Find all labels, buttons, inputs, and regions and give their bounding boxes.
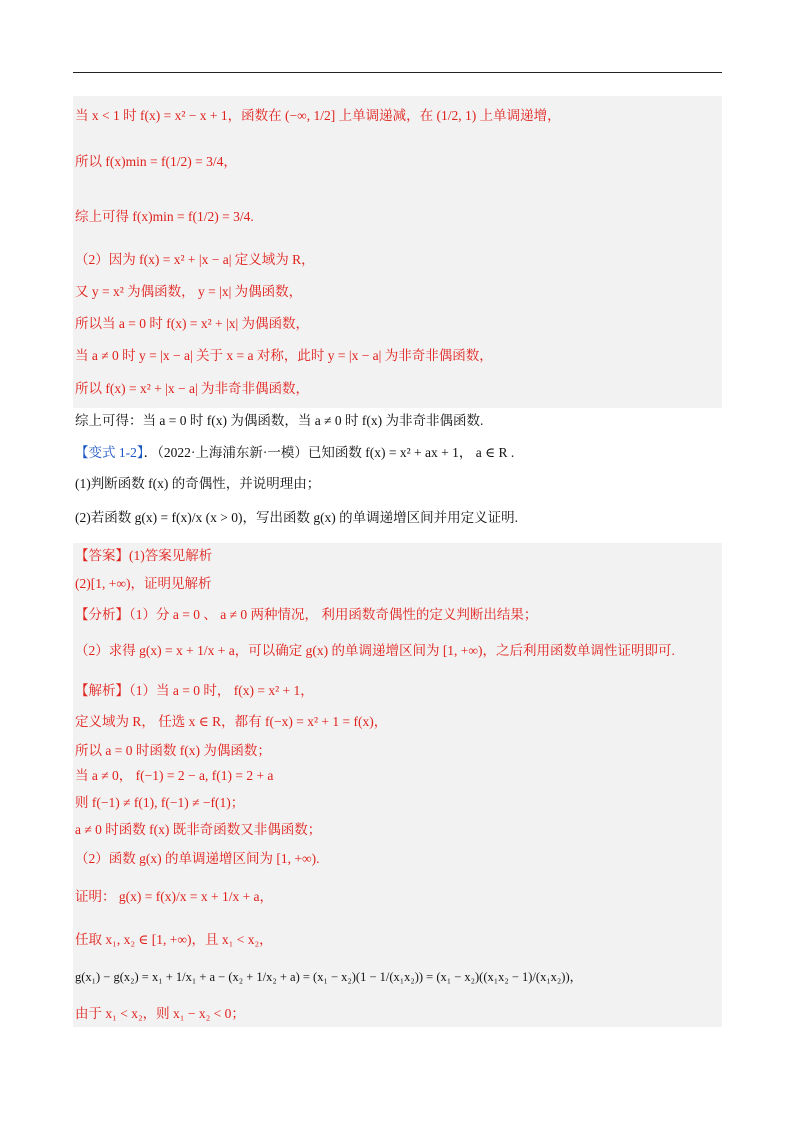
text-line: 又 y = x² 为偶函数， y = |x| 为偶函数， <box>75 284 303 299</box>
text-line: 当 a ≠ 0 时 y = |x − a| 关于 x = a 对称，此时 y = |x − a| 为非奇非偶函数， <box>75 348 493 363</box>
text-line: 当 a ≠ 0， f(−1) = 2 − a, f(1) = 2 + a <box>75 768 274 783</box>
text-line: 所以 f(x)min = f(1/2) = 3/4， <box>75 154 237 169</box>
text-line: (2)若函数 g(x) = f(x)/x (x > 0)，写出函数 g(x) 的单调递增区间并用定义证明. <box>75 510 519 525</box>
text-line: 综上可得：当 a = 0 时 f(x) 为偶函数，当 a ≠ 0 时 f(x) 为非奇非偶函数. <box>75 413 484 428</box>
text-line: g(x₁) − g(x₂) = x₁ + 1/x₁ + a − (x₂ + 1/x₂ + a) = (x₁ − x₂)(1 − 1/(x₁x₂)) = (x₁ − x₂)((x₁x₂ − 1)/(x₁x₂))， <box>75 970 583 984</box>
text-line: 定义域为 R， 任选 x ∈ R，都有 f(−x) = x² + 1 = f(x)， <box>75 714 388 729</box>
text-line: (1)判断函数 f(x) 的奇偶性，并说明理由； <box>75 476 321 491</box>
answer-line: (2)[1, +∞)，证明见解析 <box>75 576 212 591</box>
text-line: （2）因为 f(x) = x² + |x − a| 定义域为 R， <box>75 252 315 267</box>
problem-heading: 【变式 1-2】．（2022·上海浦东新·一模）已知函数 f(x) = x² + ax + 1， a ∈ R . <box>75 445 515 460</box>
solution-line: 【解析】（1）当 a = 0 时， f(x) = x² + 1， <box>75 683 314 698</box>
text-line: （2）函数 g(x) 的单调递增区间为 [1, +∞). <box>75 851 320 866</box>
text-line: （2）求得 g(x) = x + 1/x + a，可以确定 g(x) 的单调递增区间为 [1, +∞)，之后利用函数单调性证明即可. <box>75 643 675 658</box>
variant-tag: 【变式 1-2】 <box>75 445 144 460</box>
text-line: 综上可得 f(x)min = f(1/2) = 3/4. <box>75 209 254 224</box>
text-line: 任取 x₁, x₂ ∈ [1, +∞)，且 x₁ < x₂， <box>75 932 273 947</box>
text-line: 所以当 a = 0 时 f(x) = x² + |x| 为偶函数， <box>75 316 310 331</box>
text-line: 所以 a = 0 时函数 f(x) 为偶函数； <box>75 743 271 758</box>
header-rule <box>73 72 722 73</box>
text-line: 证明： g(x) = f(x)/x = x + 1/x + a， <box>75 889 274 904</box>
text-line: 当 x < 1 时 f(x) = x² − x + 1，函数在 (−∞, 1/2] 上单调递减，在 (1/2, 1) 上单调递增， <box>75 108 561 123</box>
text-line: 由于 x₁ < x₂，则 x₁ − x₂ < 0； <box>75 1006 245 1021</box>
answer-line: 【答案】(1)答案见解析 <box>75 548 213 563</box>
text-line: 所以 f(x) = x² + |x − a| 为非奇非偶函数， <box>75 381 310 396</box>
text-line: a ≠ 0 时函数 f(x) 既非奇函数又非偶函数； <box>75 822 322 837</box>
analysis-line: 【分析】（1）分 a = 0 、 a ≠ 0 两种情况， 利用函数奇偶性的定义判断出结果； <box>75 607 538 622</box>
text-line: 则 f(−1) ≠ f(1), f(−1) ≠ −f(1)； <box>75 795 245 810</box>
